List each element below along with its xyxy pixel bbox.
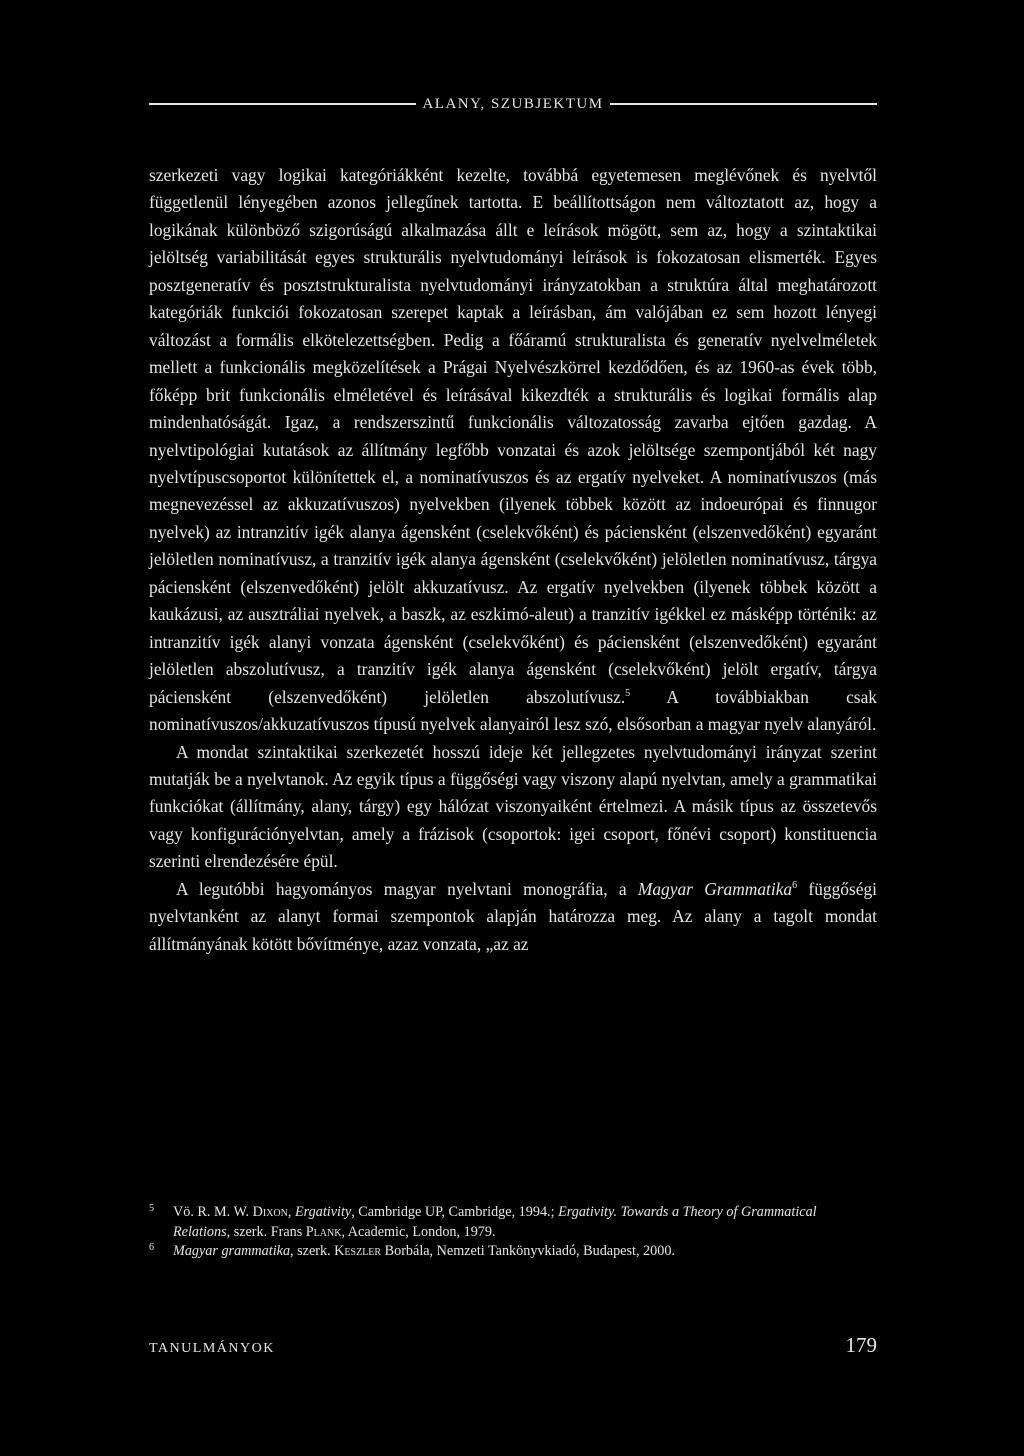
- running-header: [149, 92, 877, 116]
- footnote-5-post: , Academic, London, 1979.: [341, 1223, 496, 1240]
- footnote-5-number: 5: [149, 1203, 154, 1214]
- page-footer: [149, 1333, 877, 1363]
- footnote-6-number: 6: [149, 1242, 154, 1254]
- running-title: ALANY, SZUBJEKTUM: [422, 95, 604, 112]
- body-text: [149, 162, 877, 958]
- header-rule-right: [610, 103, 877, 105]
- paragraph-3-title: Magyar Grammatika: [637, 878, 793, 899]
- footnote-6: [149, 1242, 877, 1262]
- footnote-6-mid: , szerk.: [290, 1243, 335, 1260]
- footnote-5-editor: Plank: [305, 1223, 342, 1240]
- footnote-5-mid-2: , szerk. Frans: [226, 1223, 306, 1240]
- section-label: TANULMÁNYOK: [149, 1341, 275, 1356]
- footnote-ref-5: 5: [625, 687, 631, 699]
- footnote-5-author: Dixon: [252, 1204, 288, 1220]
- footnote-6-post: Borbála, Nemzeti Tankönyvkiadó, Budapest, 2000.: [381, 1243, 675, 1260]
- footnote-5: 5 Vö. R. M. W. Dixon, Ergativity, Cambridge UP, Cambridge, 1994.; Ergativity. Towards a Theory of Grammatical Relations, szerk. Frans Plank, Academic, London, 1979.: [149, 1203, 877, 1242]
- footnote-6-editor: Keszler: [334, 1243, 382, 1260]
- footnotes: [149, 1203, 877, 1262]
- footnote-5-pre: Vö. R. M. W.: [173, 1204, 253, 1220]
- footnote-5-title-1: Ergativity: [294, 1204, 352, 1220]
- paragraph-3: [149, 876, 877, 958]
- footnote-6-title: Magyar grammatika: [173, 1243, 291, 1260]
- footnote-5-title-2: Ergativity. Towards a Theory of Grammatical Relations: [173, 1204, 817, 1240]
- footnote-ref-6: 6: [792, 879, 798, 891]
- page-number: 179: [845, 1333, 877, 1357]
- footnote-5-mid-1: , Cambridge UP, Cambridge, 1994.;: [351, 1204, 559, 1220]
- paragraph-1-tail: A továbbiakban csak nominatívuszos/akkuzatívuszos típusú nyelvek alanyairól lesz szó, elsősorban a magyar nyelv alanyáról.: [149, 686, 877, 735]
- paragraph-1: [149, 162, 877, 739]
- paragraph-1-text: szerkezeti vagy logikai kategóriákként kezelte, továbbá egyetemesen meglévőnek és nyelvtől függetlenül lényegében azonos jellegűnek tartotta. E beállítottságon nem változtatott az, hogy a logikának különböző szigorúságú alkalmazása állt e leírások mögött, sem az, hogy a szintaktikai jelöltség variabilitását egyes strukturális nyelvtudományi leírások is fokozatosan elismerték. Egyes posztgeneratív és posztstrukturalista nyelvtudományi irányzatokban a struktúra által meghatározott kategóriák funkciói fokozatosan szerepet kaptak a leírásban, ám valójában ez sem hozott lényegi változást a formális elkötelezettségben. Pedig a főáramú strukturalista és generatív nyelvelméletek mellett a funkcionális megközelítések a Prágai Nyelvészkörrel kezdődően, és az 1960-as évek több, főképp brit funkcionális elméletével és leírásával kikezdték a strukturális és logikai formális alap mindenhatóságát. Igaz, a rendszerszintű funkcionális változatosság zavarba ejtően gazdag. A nyelvtipológiai kutatások az állítmány legfőbb vonzatai és azok jelöltsége szempontjából két nagy nyelvtípuscsoportot különítettek el, a nominatívuszos és az ergatív nyelveket. A nominatívuszos (más megnevezéssel az akkuzatívuszos) nyelvekben (ilyenek többek között az indoeurópai és finnugor nyelvek) az intranzitív igék alanya ágensként (cselekvőként) és páciensként (elszenvedőként) egyaránt jelöletlen nominatívusz, a tranzitív igék alanya ágensként (cselekvőként) jelöletlen nominatívusz, tárgya páciensként (elszenvedőként) jelölt akkuzatívusz. Az ergatív nyelvekben (ilyenek többek között a kaukázusi, az ausztráliai nyelvek, a baszk, az eszkimó-aleut) a tranzitív igékkel ez másképp történik: az intranzitív igék alanyi vonzata ágensként (cselekvőként) és páciensként (elszenvedőként) egyaránt jelöletlen abszolutívusz, a tranzitív igék alanya ágensként (cselekvőként) jelölt ergatív, tárgya páciensként (elszenvedőként) jelöletlen abszolutívusz.: [149, 165, 877, 707]
- paragraph-2: A mondat szintaktikai szerkezetét hosszú ideje két jellegzetes nyelvtudományi irányzat szerint mutatják be a nyelvtanok. Az egyik típus a függőségi vagy viszony alapú nyelvtan, amely a grammatikai funkciókat (állítmány, alany, tárgy) egy hálózat viszonyaiként értelmezi. A másik típus az összetevős vagy konfigurációnyelvtan, amely a frázisok (csoportok: igei csoport, főnévi csoport) konstituencia szerinti elrendezésére épül.: [149, 741, 877, 872]
- paragraph-3-rest: függőségi nyelvtanként az alanyt formai szempontok alapján határozza meg. Az alany a tagolt mondat állítmányának kötött bővítménye, azaz vonzata, „az az: [149, 878, 877, 954]
- header-rule-left: [149, 103, 416, 105]
- paragraph-3-start: A legutóbbi hagyományos magyar nyelvtani monográfia, a: [176, 878, 638, 899]
